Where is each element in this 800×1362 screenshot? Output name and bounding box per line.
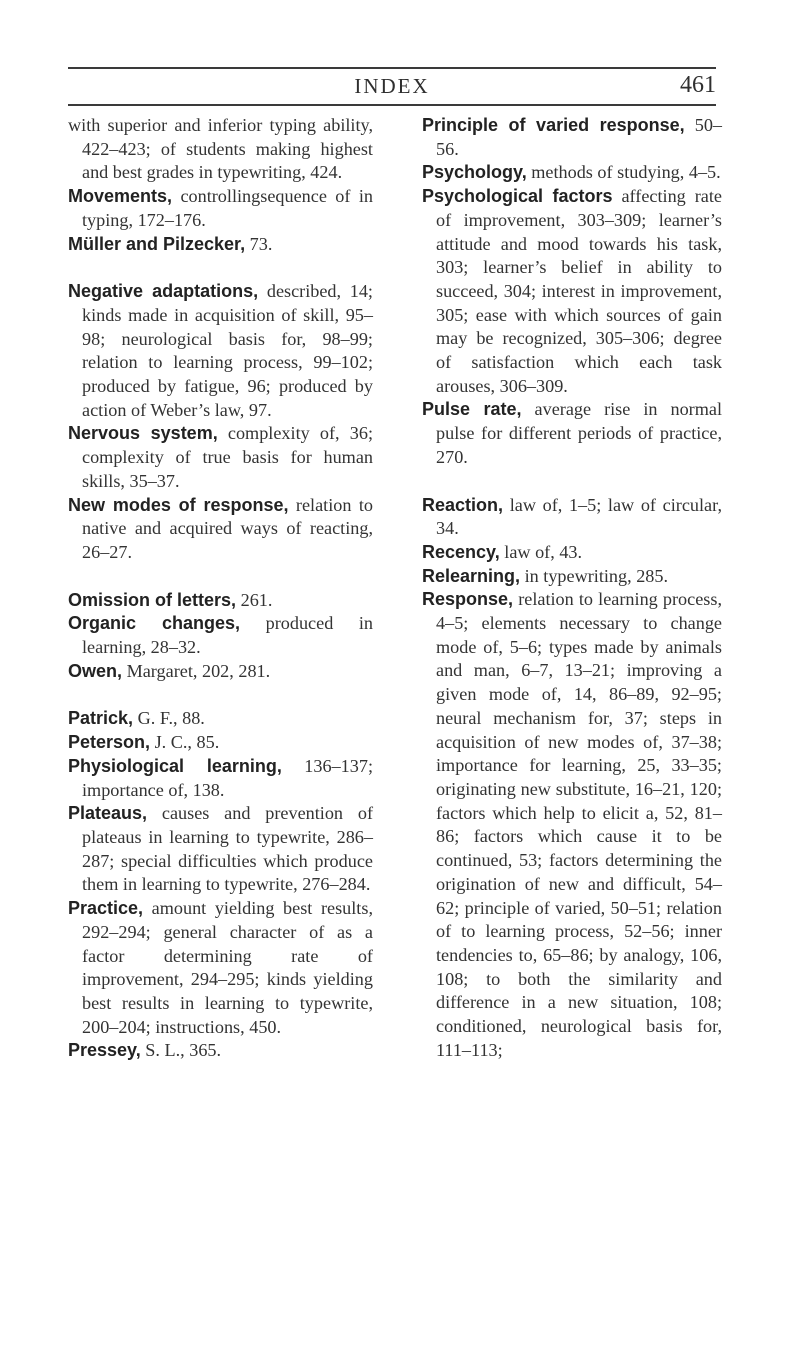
index-entry-heading: Practice, (68, 898, 144, 919)
index-entry-heading: Patrick, (68, 708, 134, 729)
index-entry-heading: Pressey, (68, 1040, 141, 1061)
index-entry (68, 422, 373, 493)
index-entry-text: 261. (240, 589, 273, 610)
index-entry-text: methods of studying, 4–5. (531, 162, 721, 183)
index-entry-heading: New modes of response, (68, 494, 289, 515)
index-entry (68, 802, 373, 897)
index-entry (422, 398, 722, 469)
index-entry-text: 50–56. (436, 115, 723, 159)
index-entry-heading: Psychological factors (422, 186, 613, 207)
index-entry-heading: Negative adaptations, (68, 281, 259, 302)
index-entry-text: affecting rate of improvement, 303–309; learner’s attitude and mood towards his task, 303; learner’s belief in ability to succeed, 304; interest in improvement, 305; ease with which sources of gain may be recognized, 305–306; degree of satisfaction which each task arouses, 306–309. (436, 186, 722, 396)
section-gap (422, 470, 722, 494)
index-entry (68, 897, 373, 1039)
index-entry-text: with superior and inferior typing ability, 422–423; of students making highest and best grades in typewriting, 424. (68, 115, 373, 183)
index-entry (422, 161, 722, 185)
right-column (422, 114, 722, 1062)
index-entry (422, 114, 722, 161)
index-entry-heading: Principle of varied response, (422, 115, 685, 135)
page-number: 461 (680, 72, 716, 98)
index-entry (68, 707, 373, 731)
index-entry (68, 233, 373, 257)
index-entry (68, 1039, 373, 1063)
index-entry-text: S. L., 365. (145, 1040, 222, 1061)
index-entry-heading: Physiological learning, (68, 755, 282, 776)
index-entry-heading: Movements, (68, 186, 173, 207)
index-entry (68, 731, 373, 755)
index-entry (422, 494, 722, 541)
index-entry-text: Margaret, 202, 281. (126, 660, 271, 681)
section-gap (68, 256, 373, 280)
index-entry-heading: Relearning, (422, 565, 521, 586)
index-entry (422, 541, 722, 565)
index-entry-text: relation to learning process, 4–5; elements necessary to change mode of, 5–6; types made by animals and man, 6–7, 13–21; improving a given mode of, 14, 86–89, 92–95; neural mechanism for, 37; steps in acquisition of new modes of, 37–38; importance for learning, 25, 33–35; originating new substitute, 16–21, 120; factors which help to elicit a, 52, 81–86; factors which cause it to be continued, 53; factors determining the origination of new and difficult, 54–62; principle of varied, 50–51; relation of to learning process, 52–56; inner tendencies to, 65–86; by analogy, 106, 108; to both the similarity and difference in a new situation, 108; conditioned, neurological basis for, 111–113; (436, 589, 722, 1060)
section-gap (68, 565, 373, 589)
index-entry (68, 280, 373, 422)
index-entry-heading: Owen, (68, 660, 123, 681)
index-entry-heading: Plateaus, (68, 803, 148, 824)
index-entry (68, 612, 373, 659)
index-entry-heading: Pulse rate, (422, 399, 522, 420)
index-entry-heading: Omission of letters, (68, 589, 237, 610)
index-entry-text: produced in learning, 28–32. (82, 613, 373, 658)
index-entry (68, 185, 373, 232)
index-entry-text: complexity of, 36; complexity of true basis for human skills, 35–37. (82, 423, 374, 491)
top-rule (68, 67, 716, 69)
index-entry-heading: Organic changes, (68, 613, 241, 634)
index-title: INDEX (354, 74, 430, 98)
index-entry-text: law of, 1–5; law of circular, 34. (436, 494, 722, 539)
index-entry-text: in typewriting, 285. (524, 565, 669, 586)
index-entry (422, 185, 722, 398)
index-entry-heading: Psychology, (422, 162, 527, 183)
index-entry-text: controllingsequence of in typing, 172–176. (82, 186, 373, 230)
index-entry (422, 588, 722, 1062)
running-header (68, 70, 716, 104)
left-column (68, 114, 373, 1063)
index-entry (68, 755, 373, 802)
index-entry-text: relation to native and acquired ways of reacting, 26–27. (82, 494, 373, 562)
index-entry-heading: Recency, (422, 541, 500, 562)
index-entry (68, 494, 373, 565)
header-rule (68, 104, 716, 106)
index-entry (68, 114, 373, 185)
index-entry-text: law of, 43. (504, 541, 583, 562)
index-entry (68, 660, 373, 684)
index-entry-text: average rise in normal pulse for different periods of practice, 270. (436, 399, 723, 467)
index-entry-heading: Müller and Pilzecker, (68, 233, 246, 254)
index-entry-text: causes and prevention of plateaus in learning to typewrite, 286–287; special difficulties which produce them in learning to typewrite, 276–284. (82, 803, 374, 895)
index-entry-text: 136–137; importance of, 138. (82, 755, 373, 800)
index-entry-heading: Response, (422, 589, 514, 610)
index-entry-text: G. F., 88. (137, 708, 205, 729)
index-entry-text: described, 14; kinds made in acquisition of skill, 95–98; neurological basis for, 98–99; relation to learning process, 99–102; produced by fatigue, 96; produced by action of Weber’s law, 97. (82, 281, 373, 420)
index-entry (422, 565, 722, 589)
section-gap (68, 683, 373, 707)
index-entry-text: J. C., 85. (154, 732, 220, 753)
index-entry-heading: Reaction, (422, 494, 504, 515)
index-entry-heading: Peterson, (68, 732, 151, 753)
index-entry-heading: Nervous system, (68, 423, 218, 444)
index-entry (68, 589, 373, 613)
index-entry-text: 73. (249, 233, 273, 254)
index-entry-text: amount yielding best results, 292–294; general character of as a factor determining rate of improvement, 294–295; kinds yielding best results in learning to typewrite, 200–204; instructions, 450. (82, 898, 373, 1037)
